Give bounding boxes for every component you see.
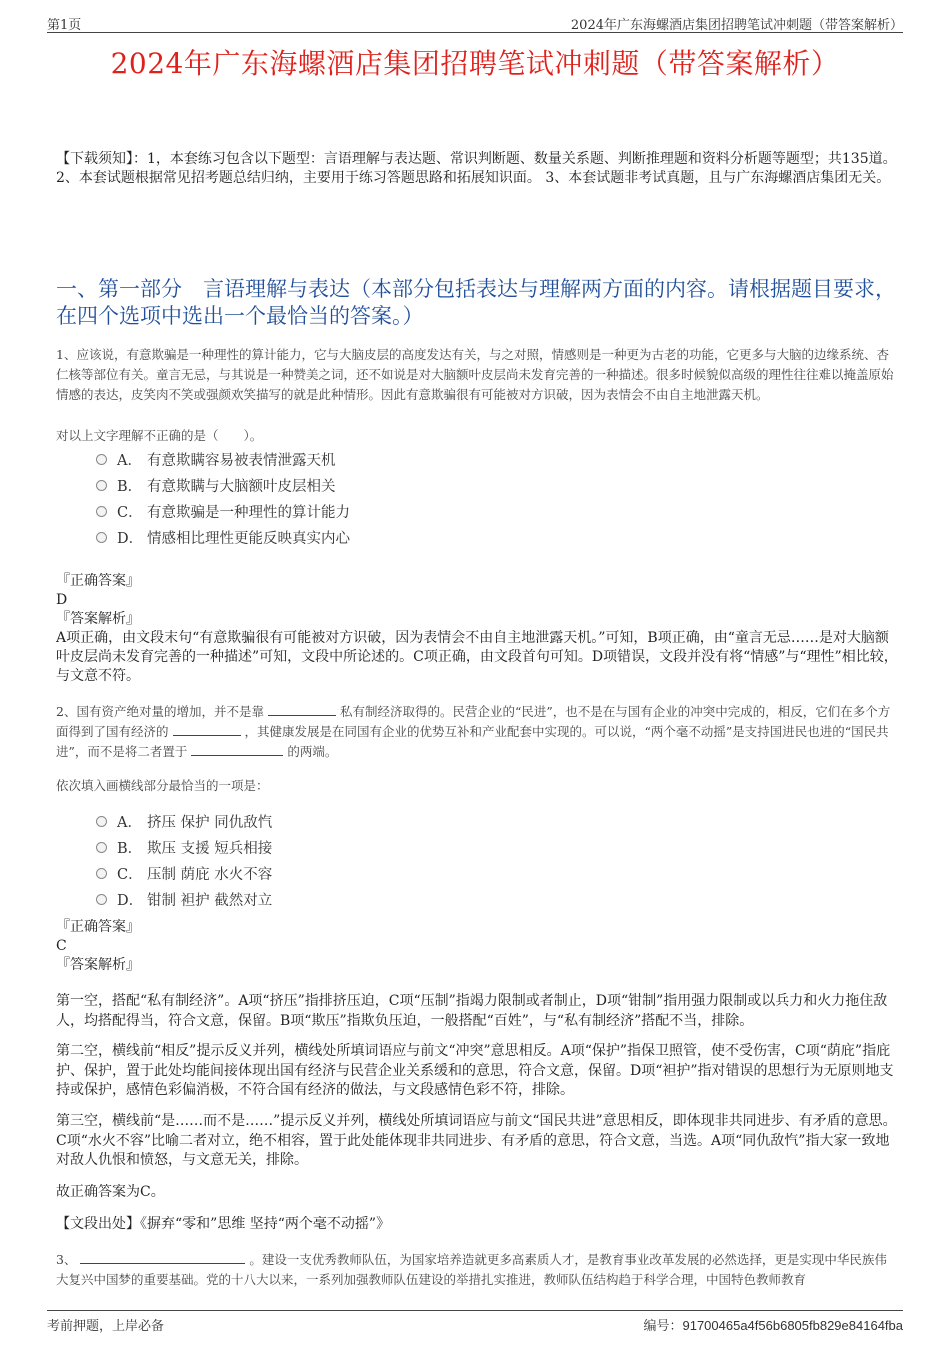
option-c[interactable] xyxy=(96,860,596,886)
question-2-prompt: 依次填入画横线部分最恰当的一项是： xyxy=(56,778,269,793)
option-b[interactable] xyxy=(96,834,596,860)
option-text: 钳制 袒护 截然对立 xyxy=(147,892,273,909)
option-a[interactable] xyxy=(96,808,596,834)
stem-part: 私有制经济取得的。民营企业的“民进”，也不是在与国有企业的冲突中完成的，相反，它们在多个方面得到了国有经济的 xyxy=(56,704,891,739)
option-letter: B． xyxy=(117,840,143,857)
document-title: 2024年广东海螺酒店集团招聘笔试冲刺题（带答案解析） xyxy=(110,47,840,80)
radio-icon[interactable] xyxy=(96,868,107,879)
option-d[interactable] xyxy=(96,886,596,912)
footer-code-value: 91700465a4f56b6805fb829e84164fba xyxy=(682,1318,903,1333)
option-letter: C． xyxy=(117,504,143,521)
question-1-stem: 1、应该说，有意欺骗是一种理性的算计能力，它与大脑皮层的高度发达有关，与之对照，情感则是一种更为古老的功能，它更多与大脑的边缘系统、杏仁核等部位有关。童言无忌，与其说是一种赞美之词，还不如说是对大脑额叶皮层尚未发育完善的一种描述。很多时候貌似高级的理性往往难以掩盖原始情感的表达，皮笑肉不笑或强颜欢笑描写的就是此种情形。因此有意欺骗很有可能被对方识破，因为表情会不由自主地泄露天机。 xyxy=(56,347,894,402)
option-text: 压制 荫庇 水火不容 xyxy=(147,866,273,883)
stem-part: ，其健康发展是在同国有企业的优势互补和产业配套中实现的。可以说，“两个毫不动摇”是支持国进民也进的“国民共进”，而不是将二者置于 xyxy=(56,724,889,759)
option-text: 有意欺骗是一种理性的算计能力 xyxy=(147,504,350,521)
question-1-answer-block xyxy=(56,572,898,686)
source-citation: 【文段出处】《摒弃“零和”思维 坚持“两个毫不动摇”》 xyxy=(56,1216,391,1232)
analysis-label: 『答案解析』 xyxy=(56,611,140,627)
radio-icon[interactable] xyxy=(96,480,107,491)
analysis-paragraph-4: 故正确答案为C。 xyxy=(56,1184,165,1200)
question-1-prompt: 对以上文字理解不正确的是（ ）。 xyxy=(56,428,263,443)
option-letter: D． xyxy=(117,530,144,547)
analysis-paragraph-3: 第三空，横线前“是……而不是……”提示反义并列，横线处所填词语应与前文“国民共进”意思相反，即体现非共同进步、有矛盾的意思。C项“水火不容”比喻二者对立，绝不相容，置于此处能体现非共同进步、有矛盾的意思，符合文意，当选。A项“同仇敌忾”指大家一致地对敌人仇恨和愤怒，与文意无关，排除。 xyxy=(56,1113,897,1168)
radio-icon[interactable] xyxy=(96,506,107,517)
radio-icon[interactable] xyxy=(96,532,107,543)
answer-label: 『正确答案』 xyxy=(56,573,140,589)
header-page-number: 第1页 xyxy=(47,18,82,33)
option-letter: A． xyxy=(117,452,142,469)
blank-2 xyxy=(173,722,241,736)
question-3-stem xyxy=(56,1250,898,1290)
radio-icon[interactable] xyxy=(96,454,107,465)
radio-icon[interactable] xyxy=(96,816,107,827)
option-text: 有意欺瞒与大脑额叶皮层相关 xyxy=(147,478,336,495)
answer-label: 『正确答案』 xyxy=(56,919,140,935)
question-2-answer-block xyxy=(56,918,898,975)
answer-value: D xyxy=(56,592,68,608)
option-text: 有意欺瞒容易被表情泄露天机 xyxy=(147,452,336,469)
question-2-stem xyxy=(56,702,898,762)
footer-code-label: 编号： xyxy=(643,1319,683,1334)
section-heading: 一、第一部分 言语理解与表达（本部分包括表达与理解两方面的内容。请根据题目要求，在四个选项中选出一个最恰当的答案。） xyxy=(56,277,896,328)
stem-part: 2、国有资产绝对量的增加，并不是靠 xyxy=(56,704,264,719)
analysis-paragraph-1: 第一空，搭配“私有制经济”。A项“挤压”指排挤压迫，C项“压制”指竭力限制或者制止，D项“钳制”指用强力限制或以兵力和火力拖住敌人，均搭配得当，符合文意，保留。B项“欺压”指欺负压迫，一般搭配“百姓”，与“私有制经济”搭配不当，排除。 xyxy=(56,993,888,1029)
option-a[interactable] xyxy=(96,446,596,472)
header-divider xyxy=(47,32,903,33)
option-letter: B． xyxy=(117,478,143,495)
option-c[interactable] xyxy=(96,498,596,524)
option-b[interactable] xyxy=(96,472,596,498)
question-1-options xyxy=(96,446,596,550)
option-text: 情感相比理性更能反映真实内心 xyxy=(147,530,350,547)
stem-part: 。建设一支优秀教师队伍，为国家培养造就更多高素质人才，是教育事业改革发展的必然选择，更是实现中华民族伟大复兴中国梦的重要基础。党的十八大以来，一系列加强教师队伍建设的举措扎实推进，教师队伍结构趋于科学合理，中国特色教师教育 xyxy=(56,1252,887,1287)
blank-1 xyxy=(268,702,336,716)
option-text: 欺压 支援 短兵相接 xyxy=(147,840,273,857)
option-text: 挤压 保护 同仇敌忾 xyxy=(147,814,273,831)
analysis-paragraph-2: 第二空，横线前“相反”提示反义并列，横线处所填词语应与前文“冲突”意思相反。A项“保护”指保卫照管，使不受伤害，C项“荫庇”指庇护、保护，置于此处均能间接体现出国有经济与民营企业关系缓和的意思，符合文意，保留。D项“袒护”指对错误的思想行为无原则地支持或保护，感情色彩偏消极，不符合国有经济的做法，与文段感情色彩不符，排除。 xyxy=(56,1043,894,1098)
blank-1 xyxy=(80,1250,245,1264)
analysis-text: A项正确，由文段末句“有意欺骗很有可能被对方识破，因为表情会不由自主地泄露天机。”可知，B项正确，由“童言无忌……是对大脑额叶皮层尚未发育完善的一种描述”可知，文段中所论述的。C项正确，由文段首句可知。D项错误，文段并没有将“情感”与“理性”相比较，与文意不符。 xyxy=(56,630,898,684)
download-notice: 【下载须知】：1，本套练习包含以下题型：言语理解与表达题、常识判断题、数量关系题、判断推理题和资料分析题等题型；共135道。 2、本套试题根据常见招考题总结归纳，主要用于练习答题思路和拓展知识面。 3、本套试题非考试真题，且与广东海螺酒店集团无关。 xyxy=(56,151,897,186)
radio-icon[interactable] xyxy=(96,894,107,905)
footer-slogan: 考前押题，上岸必备 xyxy=(47,1319,165,1334)
radio-icon[interactable] xyxy=(96,842,107,853)
option-letter: A． xyxy=(117,814,142,831)
footer-divider xyxy=(47,1310,903,1311)
stem-part: 的两端。 xyxy=(287,744,338,759)
stem-part: 3、 xyxy=(56,1252,77,1267)
header-doc-title: 2024年广东海螺酒店集团招聘笔试冲刺题（带答案解析） xyxy=(570,18,903,33)
option-letter: C． xyxy=(117,866,143,883)
option-letter: D． xyxy=(117,892,144,909)
analysis-label: 『答案解析』 xyxy=(56,957,140,973)
footer-code xyxy=(643,1315,903,1334)
option-d[interactable] xyxy=(96,524,596,550)
blank-3 xyxy=(191,742,283,756)
question-2-options xyxy=(96,808,596,912)
answer-value: C xyxy=(56,938,67,954)
